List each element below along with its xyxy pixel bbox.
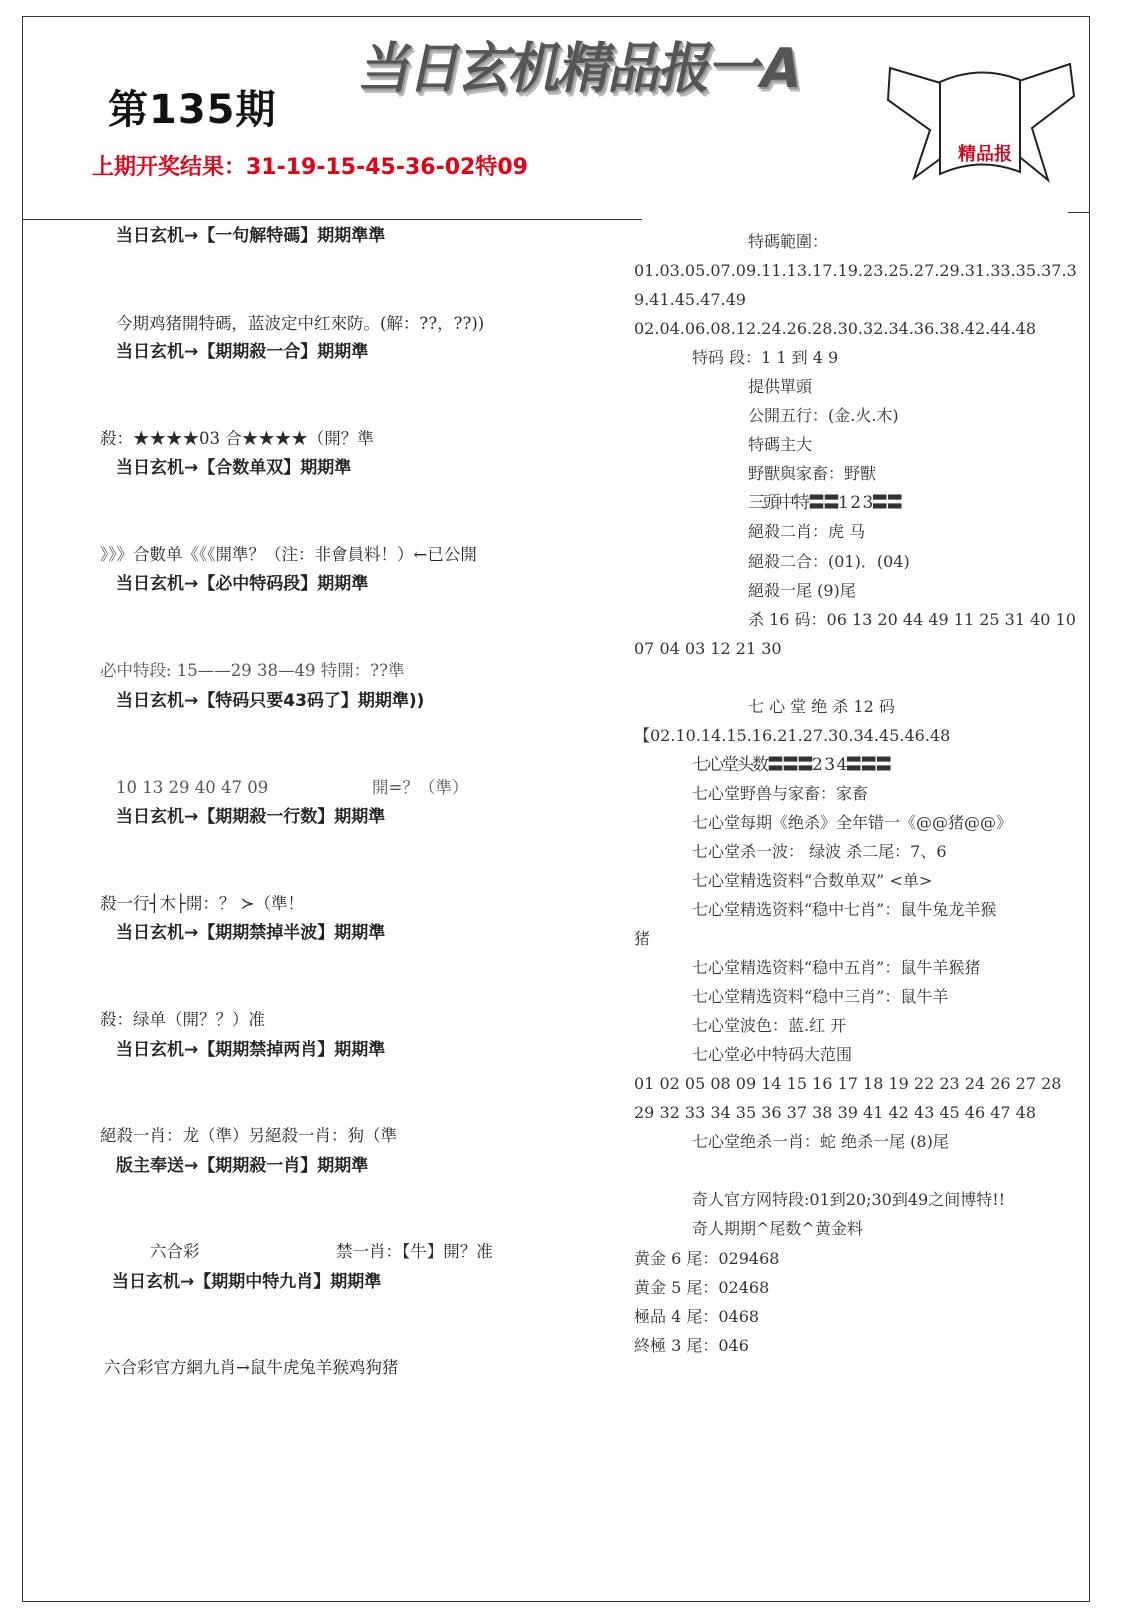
right-line-24: 猪 bbox=[634, 929, 651, 948]
right-line-7: 公開五行：(金.火.木) bbox=[748, 406, 899, 425]
right-line-33: 奇人期期^尾数^黄金料 bbox=[692, 1219, 863, 1238]
right-line-22: 七心堂精选资料“合数单双” <单> bbox=[692, 871, 933, 890]
right-line-29: 01 02 05 08 09 14 15 16 17 18 19 22 23 24 26 27 28 bbox=[634, 1074, 1062, 1093]
right-line-8: 特碼主大 bbox=[748, 435, 813, 454]
right-line-6: 提供單頭 bbox=[748, 377, 813, 396]
last-draw-result: 上期开奖结果：31-19-15-45-36-02特09 bbox=[92, 155, 528, 180]
right-line-35: 黄金 5 尾：02468 bbox=[634, 1278, 770, 1297]
right-line-5: 特码 段：1 1 到 4 9 bbox=[692, 348, 839, 367]
left-line-20: 六合彩官方網九肖→鼠牛虎兔羊猴鸡狗猪 bbox=[104, 1358, 399, 1377]
right-line-12: 絕殺二合：(01)．(04) bbox=[748, 552, 910, 571]
left-line-19: 当日玄机→【期期中特九肖】期期準 bbox=[112, 1272, 382, 1292]
right-line-21: 七心堂杀一波： 绿波 杀二尾：7、6 bbox=[692, 842, 947, 861]
banner-ribbon-icon bbox=[884, 60, 1076, 190]
right-divider-tick bbox=[1068, 212, 1090, 213]
right-line-19: 七心堂野兽与家畜：家畜 bbox=[692, 784, 869, 803]
right-line-26: 七心堂精选资料“稳中三肖”：鼠牛羊 bbox=[692, 987, 949, 1006]
right-line-13: 絕殺一尾 (9)尾 bbox=[748, 581, 856, 600]
right-line-3: 9.41.45.47.49 bbox=[634, 290, 746, 309]
right-line-15: 07 04 03 12 21 30 bbox=[634, 639, 782, 658]
left-line-11: 当日玄机→【期期殺一行数】期期準 bbox=[116, 807, 386, 827]
right-line-23: 七心堂精选资料“稳中七肖”：鼠牛兔龙羊猴 bbox=[692, 900, 997, 919]
right-line-17: 【02.10.14.15.16.21.27.30.34.45.46.48 bbox=[634, 726, 951, 745]
right-line-1: 特碼範圍： bbox=[748, 232, 829, 251]
right-line-37: 終極 3 尾：046 bbox=[634, 1336, 749, 1355]
brand-title: 当日玄机精品报一A bbox=[354, 37, 806, 101]
left-line-3: 当日玄机→【期期殺一合】期期準 bbox=[116, 342, 369, 362]
left-line-17: 版主奉送→【期期殺一肖】期期準 bbox=[116, 1156, 369, 1176]
left-line-6: 》》》合數单《《《開準？（注：非會員料！）←已公開 bbox=[100, 545, 477, 564]
right-line-2: 01.03.05.07.09.11.13.17.19.23.25.27.29.31.33.35.37.3 bbox=[634, 261, 1077, 280]
left-line-16: 絕殺一肖：龙（準）另絕殺一肖：狗（準 bbox=[100, 1126, 397, 1145]
right-line-25: 七心堂精选资料“稳中五肖”：鼠牛羊猴猪 bbox=[692, 958, 981, 977]
left-line-18: 六合彩 bbox=[150, 1242, 200, 1261]
right-line-30: 29 32 33 34 35 36 37 38 39 41 42 43 45 46 47 48 bbox=[634, 1103, 1037, 1122]
right-line-14: 杀 16 码：06 13 20 44 49 11 25 31 40 10 bbox=[748, 610, 1076, 629]
right-line-31: 七心堂绝杀一肖：蛇 绝杀一尾 (8)尾 bbox=[692, 1132, 949, 1151]
right-line-16: 七 心 堂 绝 杀 12 码 bbox=[748, 697, 895, 716]
left-line-12: 殺一行┤木├開：？ ≻（準！ bbox=[100, 894, 304, 913]
right-line-32: 奇人官方网特段:01到20;30到49之间博特!! bbox=[692, 1190, 1006, 1209]
left-line-4: 殺：★★★★03 合★★★★（開？準 bbox=[100, 429, 374, 448]
banner-label: 精品报 bbox=[958, 144, 1012, 165]
right-line-9: 野獸與家畜：野獸 bbox=[748, 464, 877, 483]
right-line-18: 七心堂头数〓〓〓2 3 4〓〓〓 bbox=[692, 755, 891, 775]
left-line-9: 当日玄机→【特码只要43码了】期期準)) bbox=[116, 691, 425, 711]
right-line-28: 七心堂必中特码大范围 bbox=[692, 1045, 853, 1064]
right-line-20: 七心堂每期《绝杀》全年错一《@@猪@@》 bbox=[692, 813, 1013, 832]
right-line-10: 三頭中特〓〓1 2 3〓〓 bbox=[748, 493, 902, 513]
right-line-36: 極品 4 尾：0468 bbox=[634, 1307, 760, 1326]
right-line-11: 絕殺二肖：虎 马 bbox=[748, 522, 866, 541]
issue-number: 第135期 bbox=[108, 87, 277, 133]
left-line-10: 10 13 29 40 47 09 bbox=[116, 778, 269, 797]
left-line-8: 必中特段: 15——29 38—49 特開：??準 bbox=[100, 661, 405, 680]
header-divider bbox=[22, 219, 642, 220]
left-line-18b: 禁一肖：【牛】開？准 bbox=[336, 1242, 493, 1261]
left-line-15: 当日玄机→【期期禁掉两肖】期期準 bbox=[116, 1040, 386, 1060]
right-line-34: 黄金 6 尾：029468 bbox=[634, 1249, 780, 1268]
left-line-2: 今期鸡猪開特碼，蓝波定中红來防。(解：??，??)) bbox=[116, 314, 485, 333]
right-column-border bbox=[1089, 200, 1090, 680]
left-line-13: 当日玄机→【期期禁掉半波】期期準 bbox=[116, 923, 386, 943]
left-line-1: 当日玄机→【一句解特碼】期期準準 bbox=[116, 226, 386, 246]
right-line-4: 02.04.06.08.12.24.26.28.30.32.34.36.38.42.44.48 bbox=[634, 319, 1037, 338]
left-line-5: 当日玄机→【合数单双】期期準 bbox=[116, 458, 352, 478]
left-line-7: 当日玄机→【必中特码段】期期準 bbox=[116, 574, 369, 594]
left-line-10b: 開=？（準） bbox=[372, 778, 469, 797]
left-line-14: 殺：绿单（開？？）准 bbox=[100, 1010, 265, 1029]
right-line-27: 七心堂波色：蓝.红 开 bbox=[692, 1016, 847, 1035]
